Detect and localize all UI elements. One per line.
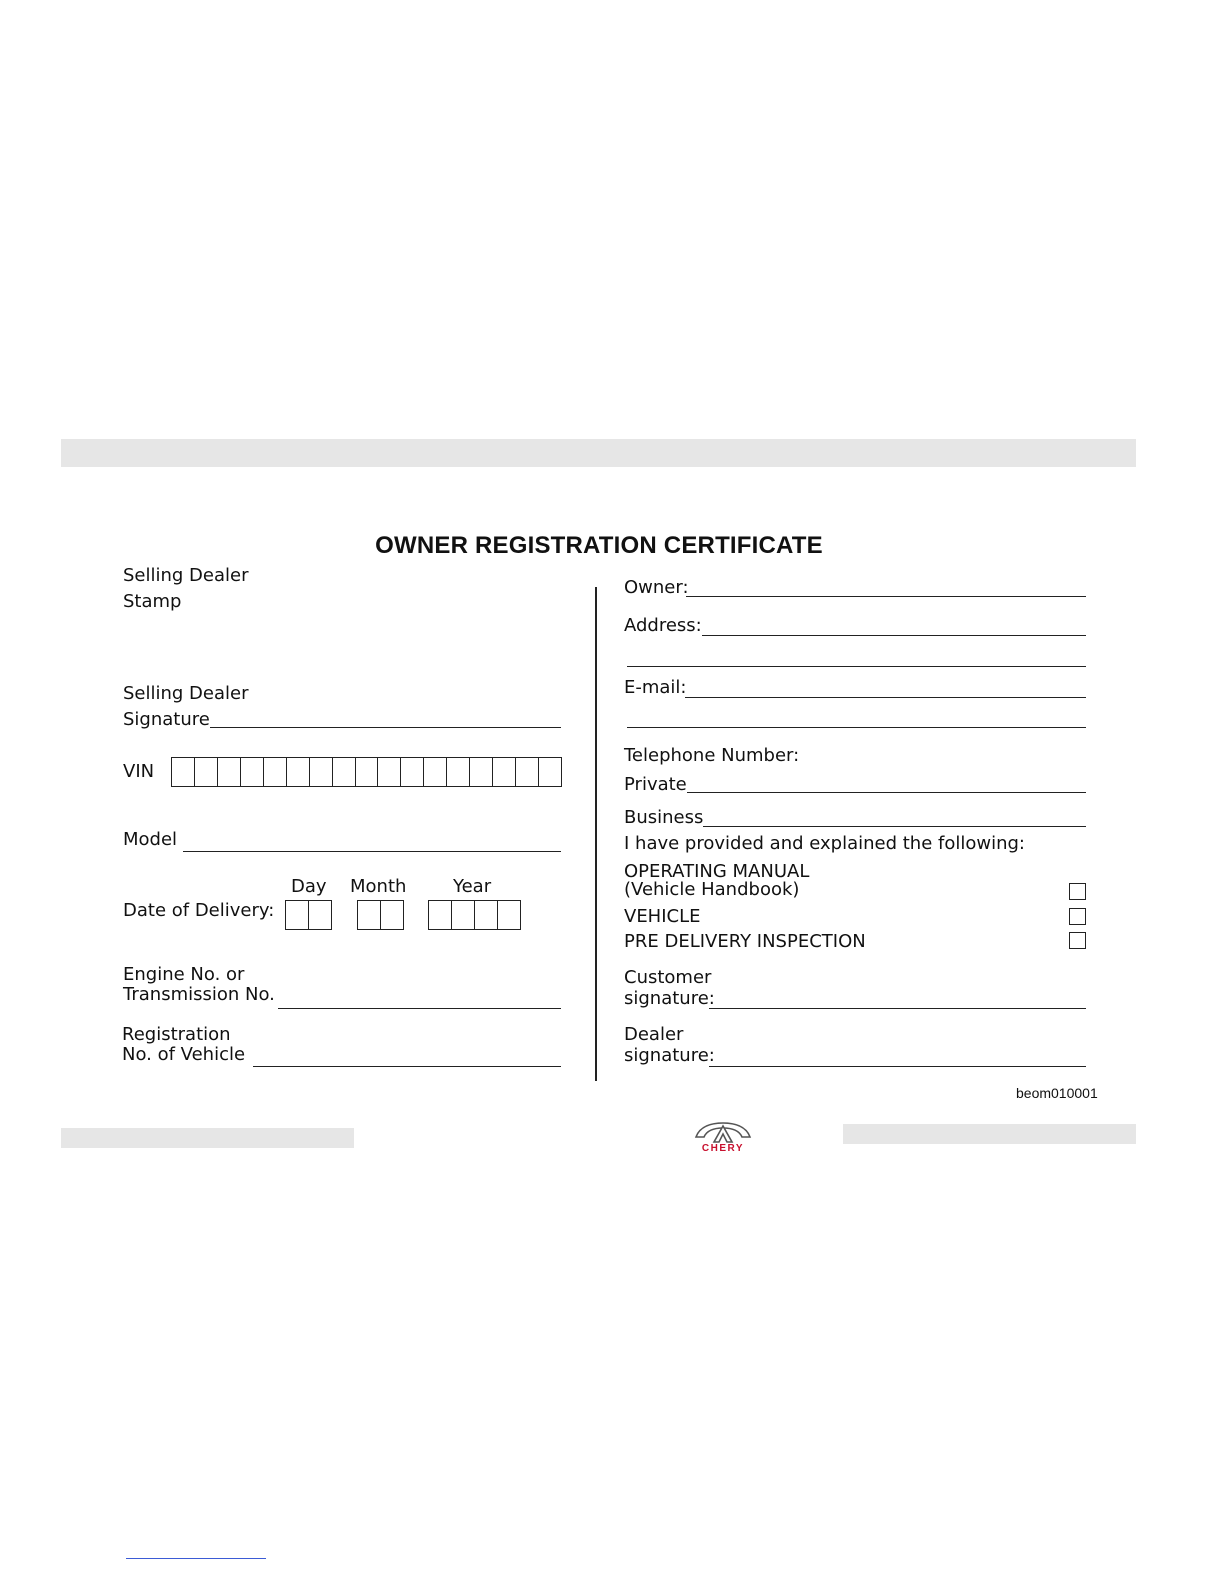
vin-box[interactable] <box>378 758 401 786</box>
vin-box[interactable] <box>539 758 561 786</box>
selling-dealer-signature-label-1: Selling Dealer <box>123 683 249 704</box>
vin-box[interactable] <box>218 758 241 786</box>
customer-signature-label-1: Customer <box>624 967 712 988</box>
vin-box[interactable] <box>424 758 447 786</box>
reference-code: beom010001 <box>1016 1085 1098 1101</box>
vin-box[interactable] <box>195 758 218 786</box>
vehicle-label: VEHICLE <box>624 906 701 927</box>
year-label: Year <box>453 876 492 897</box>
registration-no-line[interactable] <box>253 1066 561 1067</box>
engine-no-label-2: Transmission No. <box>123 984 275 1005</box>
address-label: Address: <box>624 615 702 636</box>
owner-line[interactable] <box>686 596 1086 597</box>
operating-manual-label-2: (Vehicle Handbook) <box>624 879 800 900</box>
vehicle-checkbox[interactable] <box>1069 908 1086 925</box>
registration-no-label-2: No. of Vehicle <box>122 1044 246 1065</box>
address-line-2[interactable] <box>627 666 1086 667</box>
selling-dealer-stamp-label-1: Selling Dealer <box>123 565 249 586</box>
pdi-label: PRE DELIVERY INSPECTION <box>624 931 866 952</box>
operating-manual-label-1: OPERATING MANUAL <box>624 861 810 882</box>
email-line-1[interactable] <box>685 697 1086 698</box>
day-label: Day <box>291 876 327 897</box>
year-box[interactable] <box>452 901 475 929</box>
customer-signature-line[interactable] <box>709 1008 1086 1009</box>
owner-label: Owner: <box>624 577 689 598</box>
chery-logo <box>690 1122 756 1158</box>
date-of-delivery-label: Date of Delivery: <box>123 900 275 921</box>
registration-no-label-1: Registration <box>122 1024 231 1045</box>
chery-logo-text: CHERY <box>701 1143 745 1154</box>
vin-box[interactable] <box>470 758 493 786</box>
day-box[interactable] <box>286 901 309 929</box>
vin-box[interactable] <box>287 758 310 786</box>
vin-box[interactable] <box>172 758 195 786</box>
vin-box[interactable] <box>310 758 333 786</box>
selling-dealer-stamp-label-2: Stamp <box>123 591 182 612</box>
day-boxes[interactable] <box>285 900 332 930</box>
header-bar <box>61 439 1136 467</box>
private-label: Private <box>624 774 687 795</box>
dealer-signature-label-2: signature: <box>624 1045 715 1066</box>
column-divider <box>595 587 597 1081</box>
provided-statement: I have provided and explained the following: <box>624 833 1025 854</box>
vin-box[interactable] <box>516 758 539 786</box>
footer-bar-left <box>61 1128 354 1148</box>
year-boxes[interactable] <box>428 900 521 930</box>
operating-manual-checkbox[interactable] <box>1069 883 1086 900</box>
vin-box[interactable] <box>356 758 379 786</box>
address-line-1[interactable] <box>702 635 1086 636</box>
vin-label: VIN <box>123 761 155 782</box>
vin-box[interactable] <box>333 758 356 786</box>
private-line[interactable] <box>687 792 1086 793</box>
vin-box[interactable] <box>493 758 516 786</box>
vin-box[interactable] <box>401 758 424 786</box>
model-line[interactable] <box>183 851 561 852</box>
model-label: Model <box>123 829 178 850</box>
month-box[interactable] <box>381 901 403 929</box>
email-line-2[interactable] <box>627 727 1086 728</box>
month-box[interactable] <box>358 901 381 929</box>
business-label: Business <box>624 807 704 828</box>
vin-box[interactable] <box>447 758 470 786</box>
vin-box[interactable] <box>241 758 264 786</box>
year-box[interactable] <box>498 901 519 929</box>
vin-box[interactable] <box>264 758 287 786</box>
selling-dealer-signature-label-2: Signature <box>123 709 210 730</box>
engine-no-label-1: Engine No. or <box>123 964 245 985</box>
customer-signature-label-2: signature: <box>624 988 715 1009</box>
pdi-checkbox[interactable] <box>1069 932 1086 949</box>
business-line[interactable] <box>703 826 1086 827</box>
chery-emblem-icon <box>690 1122 756 1144</box>
footer-bar-right <box>843 1124 1136 1144</box>
selling-dealer-signature-line[interactable] <box>210 727 561 728</box>
telephone-label: Telephone Number: <box>624 745 800 766</box>
email-label: E-mail: <box>624 677 687 698</box>
year-box[interactable] <box>429 901 452 929</box>
day-box[interactable] <box>309 901 331 929</box>
year-box[interactable] <box>475 901 498 929</box>
dealer-signature-label-1: Dealer <box>624 1024 684 1045</box>
month-boxes[interactable] <box>357 900 404 930</box>
month-label: Month <box>350 876 407 897</box>
vin-boxes[interactable] <box>171 757 562 787</box>
certificate-title: OWNER REGISTRATION CERTIFICATE <box>375 532 823 559</box>
engine-no-line[interactable] <box>278 1008 561 1009</box>
dealer-signature-line[interactable] <box>709 1066 1086 1067</box>
bottom-link-underline <box>126 1558 266 1559</box>
